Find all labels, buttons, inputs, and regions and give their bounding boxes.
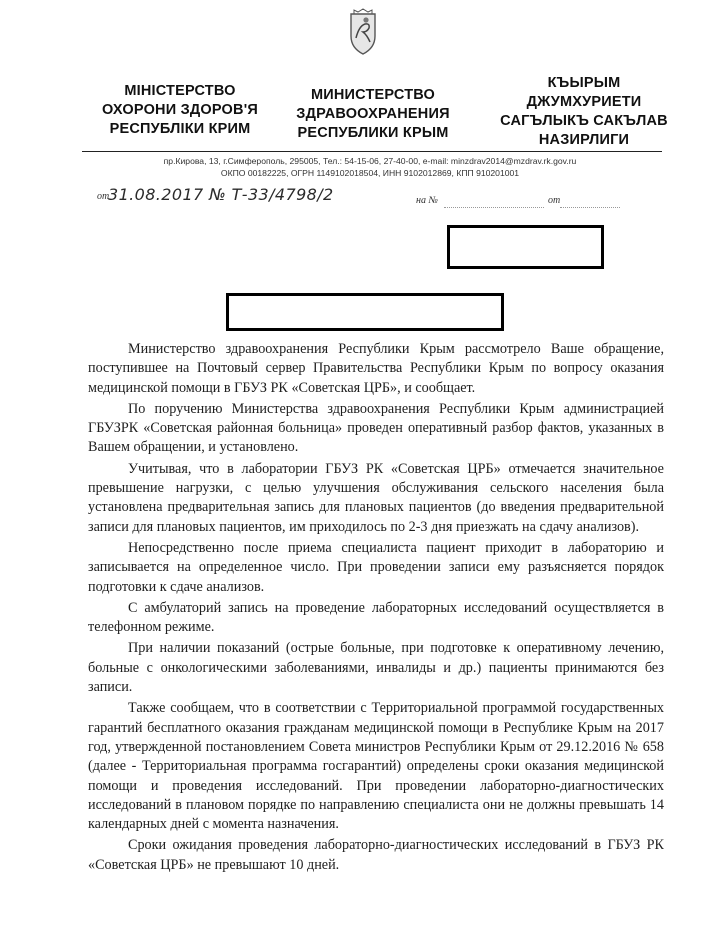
ministry-uk-line-1: МІНІСТЕРСТВО [124, 83, 236, 99]
registration-na-line [444, 207, 544, 208]
registration-date-number: 31.08.2017 № Т-33/4798/2 [108, 185, 334, 204]
contacts-requisites-line: ОКПО 00182225, ОГРН 1149102018504, ИНН 9102012869, КПП 910201001 [220, 168, 520, 178]
ministry-uk-line-2: ОХОРОНИ ЗДОРОВ'Я [102, 102, 258, 118]
registration-na-label: на № [416, 195, 438, 206]
ministry-ru-line-2: ЗДРАВООХРАНЕНИЯ [296, 106, 450, 122]
header-divider [82, 151, 662, 152]
ministry-ct-line-2: ДЖУМХУРИЕТИ [526, 94, 642, 110]
letter-body [88, 340, 664, 877]
ministry-name-crimean-tatar [486, 74, 682, 150]
body-paragraph: При наличии показаний (острые больные, при подготовке к оперативному лечению, больные с онкологическими заболеваниями, инвалиды и др.) пациенты принимаются без записи. [88, 640, 664, 696]
ministry-ct-line-3: САГЪЛЫКЪ САКЪЛАВ [500, 113, 668, 129]
body-paragraph: По поручению Министерства здравоохранения Республики Крым администрацией ГБУЗРК «Советская районная больница» проведен оперативный разбор фактов, указанных в Вашем обращении, и установлено. [88, 400, 664, 456]
body-paragraph: Непосредственно после приема специалиста пациент приходит в лабораторию и записывается на определенное число. При проведении записи ему разъясняется порядок подготовки к сдаче анализов. [88, 539, 664, 595]
ministry-ru-line-3: РЕСПУБЛИКИ КРЫМ [297, 125, 449, 141]
crimea-coat-of-arms-icon [345, 8, 381, 56]
registration-ot2-line [560, 207, 620, 208]
redacted-salutation-box [226, 293, 504, 331]
body-paragraph: Сроки ожидания проведения лабораторно-диагностических исследований в ГБУЗ РК «Советская ЦРБ» не превышают 10 дней. [88, 837, 664, 873]
ministry-ru-line-1: МИНИСТЕРСТВО [310, 87, 436, 103]
ministry-name-ukrainian [84, 82, 276, 139]
registration-ot-label: от [97, 191, 110, 202]
registration-ot2-label: от [548, 195, 561, 206]
contacts-address-line: пр.Кирова, 13, г.Симферополь, 295005, Тел.: 54-15-06, 27-40-00, e-mail: minzdrav2014@mzdrav.rk.gov.ru [163, 156, 577, 166]
body-paragraph: Министерство здравоохранения Республики Крым рассмотрело Ваше обращение, поступившее на Почтовый сервер Правительства Республики Крым по вопросу оказания медицинской помощи в ГБУЗ РК «Советская ЦРБ», и сообщает. [88, 341, 664, 396]
ministry-ct-line-4: НАЗИРЛИГИ [538, 132, 630, 148]
redacted-addressee-box [447, 225, 604, 269]
body-paragraph: Также сообщаем, что в соответствии с Территориальной программой государственных гарантий бесплатного оказания гражданам медицинской помощи в Республике Крым на 2017 год, утвержденной постановлением Совета министров Республики Крым от 29.12.2016 № 658 (далее - Территориальная программа госгарантий) определены сроки оказания медицинской помощи и проведения исследований. При проведении лабораторно-диагностических исследований в плановом порядке по направлению специалиста они не должны превышать 14 календарных дней с момента назначения. [88, 700, 664, 833]
ministry-name-russian [280, 86, 466, 143]
ministry-ct-line-1: КЪЫРЫМ [547, 75, 621, 91]
ministry-uk-line-3: РЕСПУБЛІКИ КРИМ [109, 121, 251, 137]
body-paragraph: С амбулаторий запись на проведение лабораторных исследований осуществляется в телефонном режиме. [88, 599, 664, 636]
body-paragraph: Учитывая, что в лаборатории ГБУЗ РК «Советская ЦРБ» отмечается значительное превышение нагрузки, с целью улучшения обслуживания сельского населения была установлена предварительная запись для плановых пациентов (до введения предварительной записи для плановых пациентов, им приходилось по 2-3 дня приезжать на сдачу анализов). [88, 460, 664, 535]
